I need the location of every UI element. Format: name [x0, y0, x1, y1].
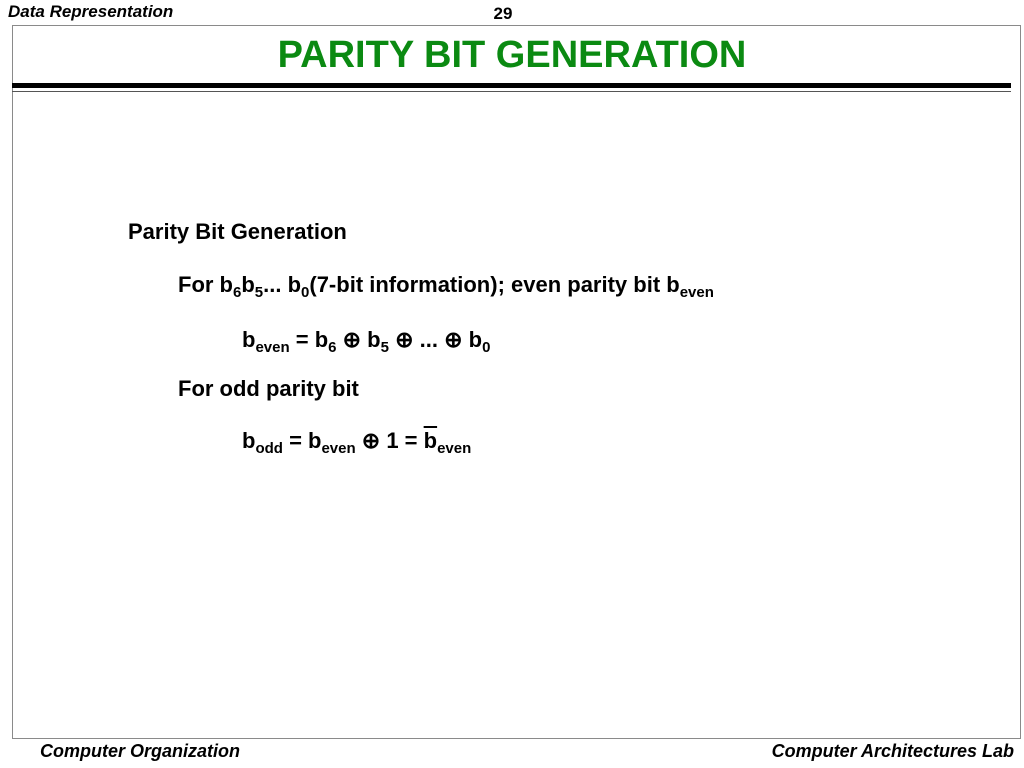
- title-rule-thin: [12, 91, 1011, 92]
- title-rule-thick: [12, 83, 1011, 88]
- footer-course: Computer Organization: [40, 741, 241, 761]
- slide-title: PARITY BIT GENERATION: [277, 34, 747, 76]
- even-parity-equation: $b_{even} = b_6$ ⊕ $b_5$ ⊕ ... ⊕ $b_0$: [242, 327, 491, 356]
- slide-frame: [12, 25, 1021, 739]
- even-parity-definition: For $b_6b_5$... $b_0(7$-bit information); even parity bit $b_{even}$: [178, 272, 714, 301]
- header-section-title: Data Representation: [8, 2, 174, 21]
- page-number: 29: [493, 4, 513, 23]
- footer-lab: Computer Architectures Lab: [771, 741, 1014, 761]
- odd-parity-heading: For odd parity bit: [178, 376, 359, 401]
- odd-parity-equation: $b_{odd} = b_{even}$ ⊕ $1 = \overline{b}_{even}$: [242, 428, 472, 457]
- overline-b: $\overline{b}$: [423, 428, 438, 453]
- content-heading: Parity Bit Generation: [128, 219, 347, 244]
